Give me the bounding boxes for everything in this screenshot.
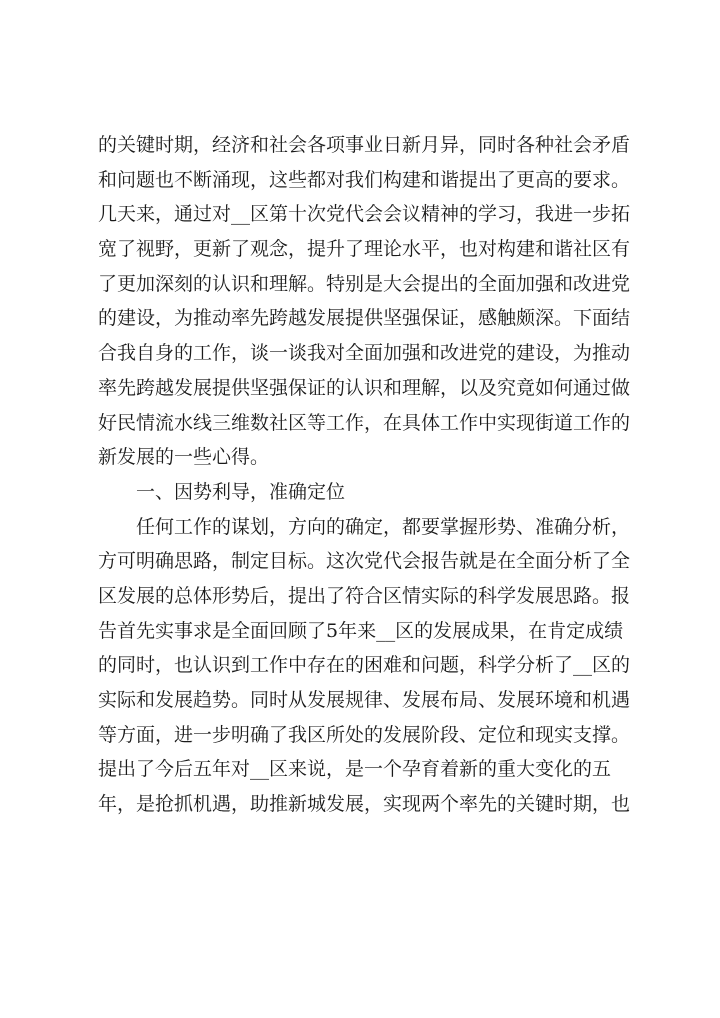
body-line: 宽了视野，更新了观念，提升了理论水平，也对构建和谐社区有	[98, 238, 631, 261]
body-line: 告首先实事求是全面回顾了5年来__区的发展成果，在肯定成绩	[98, 619, 624, 642]
body-line: 的关键时期，经济和社会各项事业日新月异，同时各种社会矛盾	[98, 134, 631, 156]
body-line: 年，是抢抓机遇，助推新城发展，实现两个率先的关键时期，也	[98, 793, 631, 816]
body-line: 区发展的总体形势后，提出了符合区情实际的科学发展思路。报	[98, 584, 631, 607]
body-line: 率先跨越发展提供坚强保证的认识和理解，以及究竟如何通过做	[98, 376, 631, 399]
paragraph-first-line: 任何工作的谋划，方向的确定，都要掌握形势、准确分析，	[136, 515, 631, 538]
body-line: 实际和发展趋势。同时从发展规律、发展布局、发展环境和机遇	[98, 689, 631, 711]
body-line: 的同时，也认识到工作中存在的困难和问题，科学分析了__区的	[98, 654, 631, 677]
body-line: 新发展的一些心得。	[98, 446, 270, 469]
body-line: 等方面，进一步明确了我区所处的发展阶段、定位和现实支撑。	[98, 723, 631, 746]
body-line: 提出了今后五年对__区来说，是一个孕育着新的重大变化的五	[98, 758, 612, 781]
body-line: 几天来，通过对__区第十次党代会会议精神的学习，我进一步拓	[98, 203, 631, 226]
body-line: 和问题也不断涌现，这些都对我们构建和谐提出了更高的要求。	[98, 168, 631, 191]
section-heading: 一、因势利导，准确定位	[136, 480, 346, 503]
body-line: 的建设，为推动率先跨越发展提供坚强保证，感触颇深。下面结	[98, 307, 631, 330]
body-line: 好民情流水线三维数社区等工作，在具体工作中实现街道工作的	[98, 411, 631, 434]
body-line: 了更加深刻的认识和理解。特别是大会提出的全面加强和改进党	[98, 272, 631, 295]
document-body	[98, 128, 638, 822]
body-line: 方可明确思路，制定目标。这次党代会报告就是在全面分析了全	[98, 550, 631, 573]
body-line: 合我自身的工作，谈一谈我对全面加强和改进党的建设，为推动	[98, 342, 631, 365]
